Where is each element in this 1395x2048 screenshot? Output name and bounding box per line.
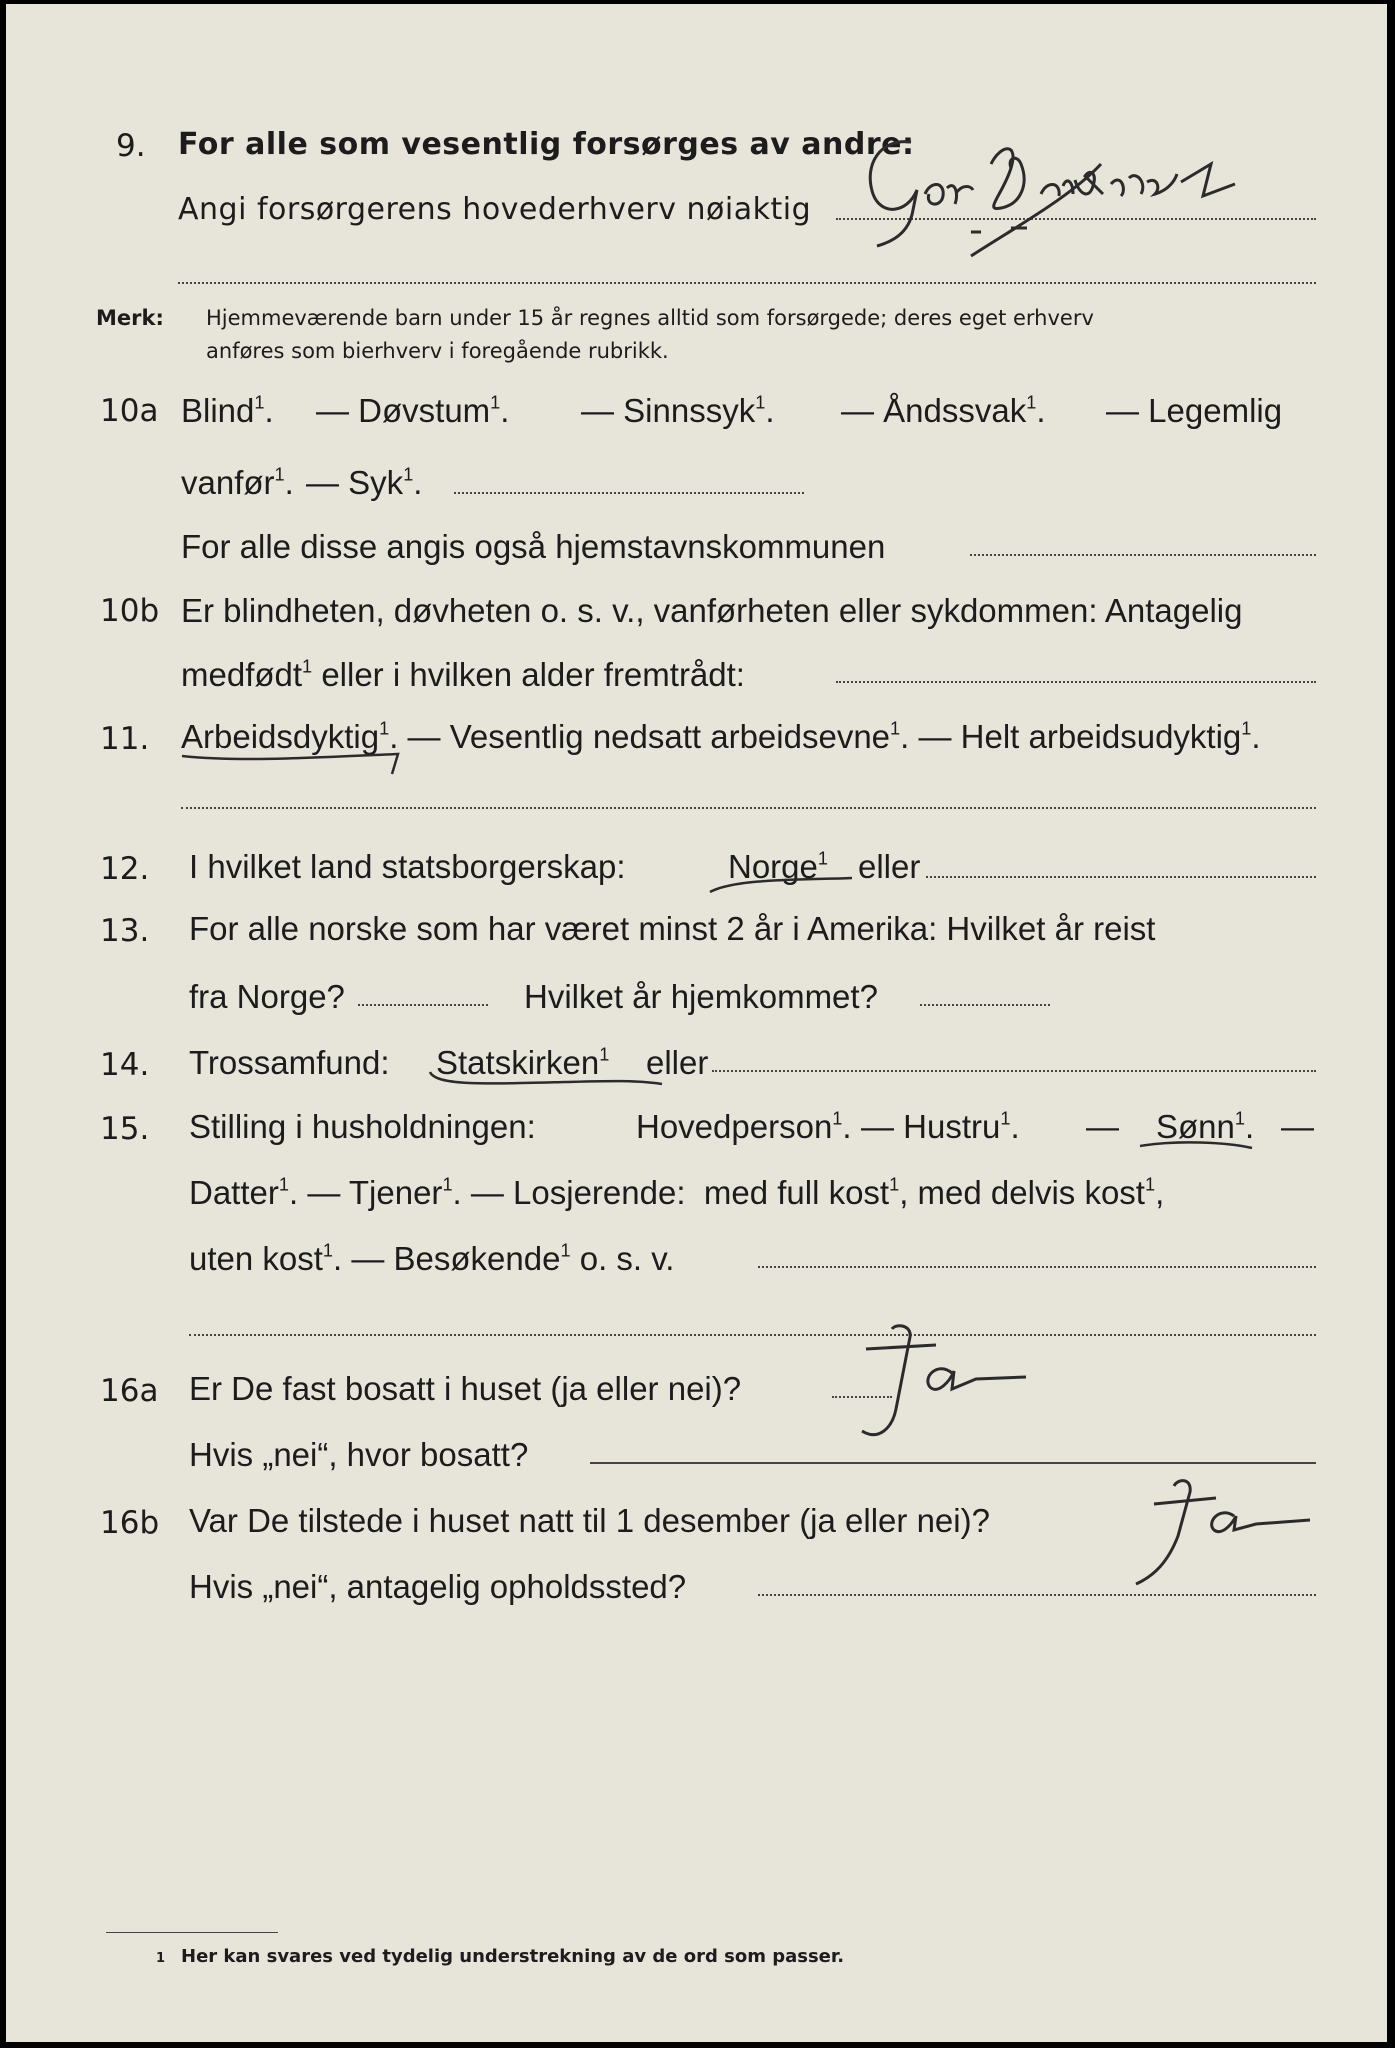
q16b-line2: Hvis „nei“, antagelig opholdssted?	[189, 1568, 687, 1605]
q12-line	[926, 876, 1316, 878]
q15-line	[758, 1266, 1316, 1268]
merk-line2: anføres som bierhverv i foregående rubrikk.	[206, 339, 669, 363]
q11-options: Arbeidsdyktig$^1$. — Vesentlig nedsatt arbeidsevne$^1$. — Helt arbeidsudyktig$^1$.	[181, 718, 1261, 755]
q10a-legemlig: — Legemlig	[1106, 392, 1283, 429]
q14-underline-mark	[426, 1064, 676, 1094]
q9-line2: Angi forsørgerens hovederhverv nøiaktig	[178, 192, 812, 227]
q15-divider	[189, 1334, 1316, 1336]
q10a-syk-line	[454, 492, 804, 494]
q15-line3: uten kost$^1$. — Besøkende$^1$ o. s. v.	[189, 1240, 675, 1277]
q14-number: 14.	[100, 1047, 150, 1083]
q10a-sinnssyk: — Sinnssyk$^1$.	[581, 392, 775, 429]
q10a-syk: — Syk$^1$.	[306, 464, 423, 501]
q10a-vanfor: vanfør$^1$.	[181, 464, 294, 501]
footnote-text: Her kan svares ved tydelig understrekning av de ord som passer.	[181, 1946, 845, 1967]
q16b-line1: Var De tilstede i huset natt til 1 desember (ja eller nei)?	[189, 1502, 990, 1539]
q10a-blind: Blind$^1$.	[181, 392, 274, 429]
q10a-line3: For alle disse angis også hjemstavnskommunen	[181, 528, 886, 565]
q16a-line2: Hvis „nei“, hvor bosatt?	[189, 1436, 529, 1473]
q15-sonn-dash: —	[1086, 1108, 1119, 1145]
q10b-number: 10b	[100, 593, 160, 629]
q13-number: 13.	[100, 913, 150, 949]
q14-eller: eller	[646, 1044, 709, 1081]
q14-line	[712, 1070, 1316, 1072]
q15-underline-mark	[1136, 1134, 1266, 1162]
q9-handwritten-answer	[851, 124, 1331, 274]
q11-underline-mark	[178, 744, 418, 784]
q9-line1: For alle som vesentlig forsørges av andre:	[178, 127, 915, 162]
q10a-number: 10a	[100, 393, 159, 429]
q13-reist-line	[358, 1004, 488, 1006]
q13-hjemkommet-line	[920, 1004, 1050, 1006]
q11-divider	[181, 807, 1316, 809]
q10b-line1: Er blindheten, døvheten o. s. v., vanførheten eller sykdommen: Antagelig	[181, 592, 1243, 629]
q16b-number: 16b	[100, 1505, 160, 1541]
q16a-number: 16a	[100, 1373, 159, 1409]
q12-norge: Norge$^1$	[728, 848, 828, 885]
q16a-handwritten-answer	[826, 1319, 1056, 1449]
q13-line2b: Hvilket år hjemkommet?	[524, 978, 878, 1015]
q15-number: 15.	[100, 1111, 150, 1147]
merk-label: Merk:	[96, 306, 164, 330]
census-form-page	[6, 4, 1387, 2042]
q16a-line1: Er De fast bosatt i huset (ja eller nei)?	[189, 1370, 742, 1407]
q11-number: 11.	[100, 721, 150, 757]
q12-prefix: I hvilket land statsborgerskap:	[189, 848, 626, 885]
q15-line2: Datter$^1$. — Tjener$^1$. — Losjerende: med full kost$^1$, med delvis kost$^1$,	[189, 1174, 1165, 1211]
q12-underline-mark	[706, 872, 866, 902]
q13-line1: For alle norske som har været minst 2 år i Amerika: Hvilket år reist	[189, 910, 1156, 947]
q14-prefix: Trossamfund:	[189, 1044, 390, 1081]
q15-hustru: — Hustru$^1$.	[861, 1108, 1020, 1145]
q10b-line2: medfødt$^1$ eller i hvilken alder fremtrådt:	[181, 656, 745, 693]
q10b-alder-line	[836, 681, 1316, 683]
footnote-mark: 1	[156, 1951, 166, 1966]
q10a-dovstum: — Døvstum$^1$.	[316, 392, 510, 429]
q9-divider	[178, 282, 1316, 284]
q9-number: 9.	[116, 128, 146, 164]
q13-line2a: fra Norge?	[189, 978, 345, 1015]
q16a-bosatt-line	[590, 1462, 1316, 1464]
q12-eller: eller	[858, 848, 921, 885]
q16b-oppholdssted-line	[758, 1594, 1316, 1596]
q14-statskirken: Statskirken$^1$	[436, 1044, 610, 1081]
q15-prefix: Stilling i husholdningen:	[189, 1108, 536, 1145]
q12-number: 12.	[100, 851, 150, 887]
q15-end-dash: —	[1281, 1108, 1314, 1145]
q15-sonn: Sønn$^1$.	[1156, 1108, 1255, 1145]
q16a-answer-line	[832, 1396, 892, 1398]
q10a-andssvak: — Åndssvak$^1$.	[841, 392, 1046, 429]
q10a-hjemstavn-line	[970, 554, 1316, 556]
footnote-rule	[106, 1932, 278, 1933]
merk-line1: Hjemmeværende barn under 15 år regnes alltid som forsørgede; deres eget erhverv	[206, 306, 1094, 330]
q16b-handwritten-answer	[1066, 1472, 1346, 1602]
q15-hovedperson: Hovedperson$^1$.	[636, 1108, 852, 1145]
